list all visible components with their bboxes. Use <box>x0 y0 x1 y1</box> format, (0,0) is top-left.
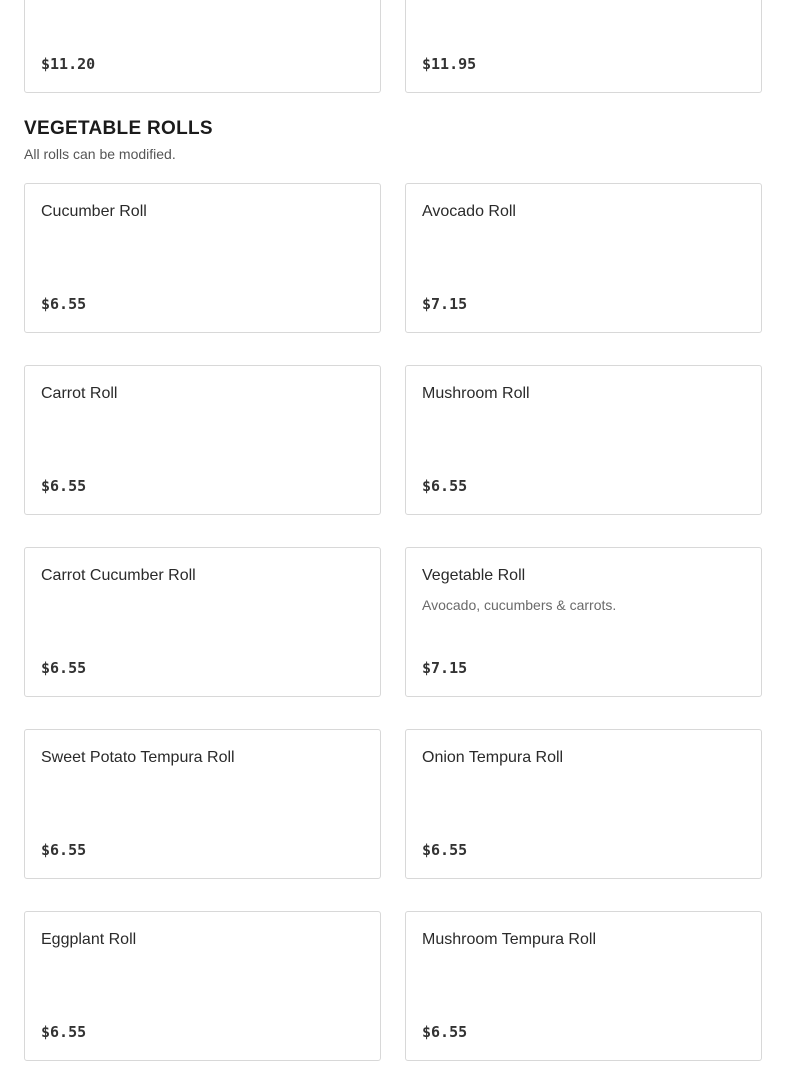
menu-item-price: $6.55 <box>422 1023 468 1041</box>
menu-item-price: $11.95 <box>422 55 477 73</box>
menu-item-price: $7.15 <box>422 295 468 313</box>
menu-item-name: Sweet Potato Tempura Roll <box>41 749 235 766</box>
menu-item-description: Avocado, cucumbers & carrots. <box>422 597 617 613</box>
menu-item-price: $6.55 <box>41 1023 87 1041</box>
menu-item-name: Avocado Roll <box>422 203 516 220</box>
menu-item-name: Mushroom Tempura Roll <box>422 931 596 948</box>
section-title: VEGETABLE ROLLS <box>24 118 213 139</box>
menu-item-card[interactable] <box>24 365 381 515</box>
menu-item-price: $6.55 <box>41 841 87 859</box>
menu-item-price: $11.20 <box>41 55 96 73</box>
menu-item-name: Carrot Roll <box>41 385 118 402</box>
menu-item-name: Cucumber Roll <box>41 203 147 220</box>
menu-item-card[interactable] <box>405 365 762 515</box>
menu-item-card[interactable] <box>24 183 381 333</box>
menu-item-name: Onion Tempura Roll <box>422 749 564 766</box>
menu-item-card[interactable] <box>405 911 762 1061</box>
menu-item-price: $6.55 <box>422 841 468 859</box>
menu-item-card[interactable] <box>24 911 381 1061</box>
menu-item-card[interactable] <box>405 729 762 879</box>
menu-item-price: $6.55 <box>41 659 87 677</box>
menu-item-price: $6.55 <box>41 477 87 495</box>
menu-item-name: Mushroom Roll <box>422 385 530 402</box>
menu-item-card[interactable] <box>24 547 381 697</box>
menu-item-name: Carrot Cucumber Roll <box>41 567 196 584</box>
menu-item-card[interactable] <box>405 547 762 697</box>
menu-item-price: $7.15 <box>422 659 468 677</box>
menu-item-name: Vegetable Roll <box>422 567 526 584</box>
menu-item-card[interactable] <box>405 0 762 93</box>
menu-item-price: $6.55 <box>422 477 468 495</box>
section-subtitle: All rolls can be modified. <box>24 146 176 162</box>
menu-item-name: Eggplant Roll <box>41 931 137 948</box>
menu-item-card[interactable] <box>24 0 381 93</box>
menu-item-price: $6.55 <box>41 295 87 313</box>
menu-item-card[interactable] <box>24 729 381 879</box>
menu-item-card[interactable] <box>405 183 762 333</box>
